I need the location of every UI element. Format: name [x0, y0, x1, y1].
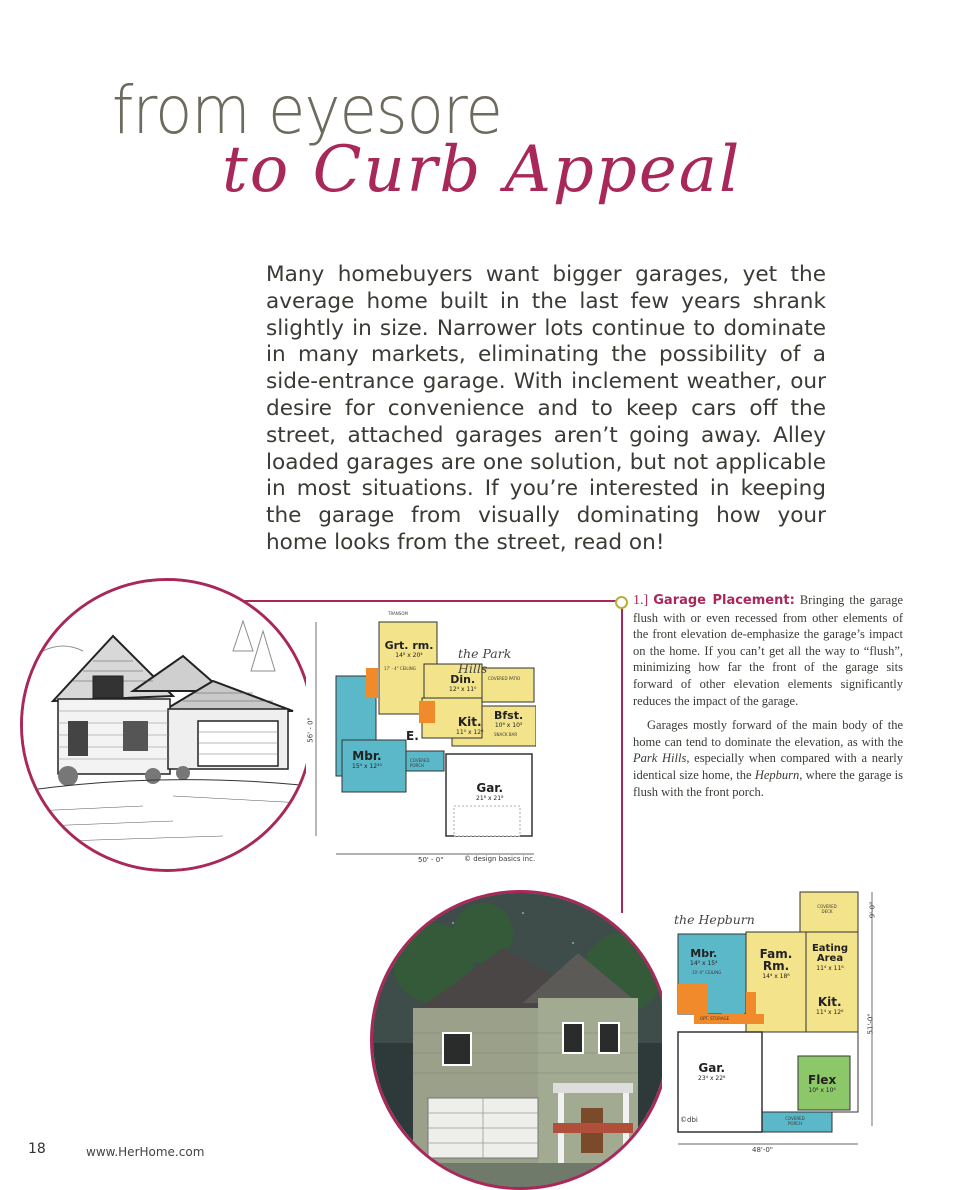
label-transom: TRANSOM	[388, 611, 408, 616]
park-hills-sketch	[20, 578, 314, 872]
label-snack: SNACK BAR	[494, 732, 518, 737]
section1-para1	[633, 592, 903, 709]
label-deck: COVERED DECK	[817, 904, 837, 914]
hepburn-ref: Hepburn	[754, 767, 800, 782]
label-ceiling-2: 10'-0" CEILING	[692, 970, 722, 975]
title-line-2: to Curb Appeal	[222, 133, 742, 207]
page-number: 18	[28, 1141, 46, 1157]
section-number: 1.]	[633, 593, 649, 608]
section1-para2: Garages mostly forward of the main body of the home can tend to dominate the elevation, as with the Park Hills, especially when compared with a nearly identical size home, the Hepburn, where the garage is flush with the front porch.	[633, 718, 904, 799]
room-flex: Flex 10⁸ x 10⁴	[808, 1073, 837, 1094]
label-porch-2: COVERED PORCH	[785, 1116, 805, 1126]
dim-depth: 56' - 0"	[306, 717, 315, 743]
label-porch: COVERED PORCH	[410, 758, 430, 768]
room-kit: Kit. 11⁰ x 12⁸	[456, 715, 484, 736]
article-column	[633, 592, 903, 808]
section-heading: Garage Placement:	[653, 593, 795, 608]
dim-depth-2: 51'-0"	[866, 1013, 875, 1035]
room-kit-2: Kit. 11⁴ x 12⁶	[816, 995, 844, 1016]
room-garage-2: Gar. 23⁴ x 22⁸	[698, 1061, 726, 1082]
house-painting-image	[373, 893, 667, 1187]
room-grt-rm: Grt. rm. 14⁸ x 20⁴	[384, 639, 434, 659]
footer-url[interactable]: www.HerHome.com	[86, 1145, 205, 1159]
plan-copyright-2: ©dbi	[680, 1116, 698, 1124]
room-eating: Eating Area 11⁴ x 11⁶	[811, 943, 849, 972]
room-mbr-2: Mbr. 14⁰ x 15⁴	[690, 947, 718, 967]
intro-paragraph: Many homebuyers want bigger garages, yet the average home built in the last few years shrank slightly in size. Narrower lots continue to dominate in many markets, eliminating the possibility of a side-entrance garage. With inclement weather, our desire for convenience and to keep cars off the street, attached garages aren’t going away. Alley loaded garages are one solution, but not applicable in most situations. If you’re interested in keeping the garage from visually dominating how your home looks from the street, read on!	[266, 262, 826, 555]
dim-width-2: 48'-0"	[752, 1146, 774, 1154]
plan-copyright: © design basics inc.	[464, 855, 536, 863]
room-garage: Gar. 21⁸ x 21⁸	[476, 781, 504, 802]
accent-rule-horizontal	[244, 600, 622, 602]
plan-name-park-hills: the Park Hills	[458, 646, 512, 676]
bullet-circle-icon	[615, 596, 628, 609]
title-line-1: from eyesore	[112, 72, 502, 149]
room-mbr: Mbr. 15⁴ x 12¹⁰	[352, 749, 382, 770]
room-fam-rm: Fam. Rm. 14⁴ x 18⁸	[759, 947, 793, 980]
label-ceiling: 17' - 4" CEILING	[384, 666, 416, 671]
room-entry: E.	[406, 729, 419, 743]
hepburn-painting	[370, 890, 670, 1190]
room-din: Din. 12⁴ x 11⁰	[449, 673, 477, 693]
label-storage: OPT. STORAGE	[700, 1016, 730, 1021]
park-hills-ref: Park Hills	[633, 751, 687, 766]
label-patio: COVERED PATIO	[488, 676, 521, 681]
dim-width: 50' - 0"	[418, 856, 444, 864]
park-hills-floorplan	[306, 606, 536, 871]
dim-deck: 9'-0"	[868, 901, 877, 919]
accent-rule-vertical	[621, 601, 623, 913]
hepburn-floorplan	[662, 886, 886, 1158]
section1-body: Bringing the garage flush with or even recessed from other elements of the front elevation de-emphasize the garage’s impact on the home. If you can’t get all the way to “flush”, minimizing how far the front of the garage sits forward of other elevation elements significantly reduces the impact of the garage.	[633, 593, 904, 708]
house-sketch-image	[23, 581, 311, 869]
room-bfst: Bfst. 10⁸ x 10³	[494, 709, 524, 729]
plan-name-hepburn: the Hepburn	[674, 912, 755, 927]
